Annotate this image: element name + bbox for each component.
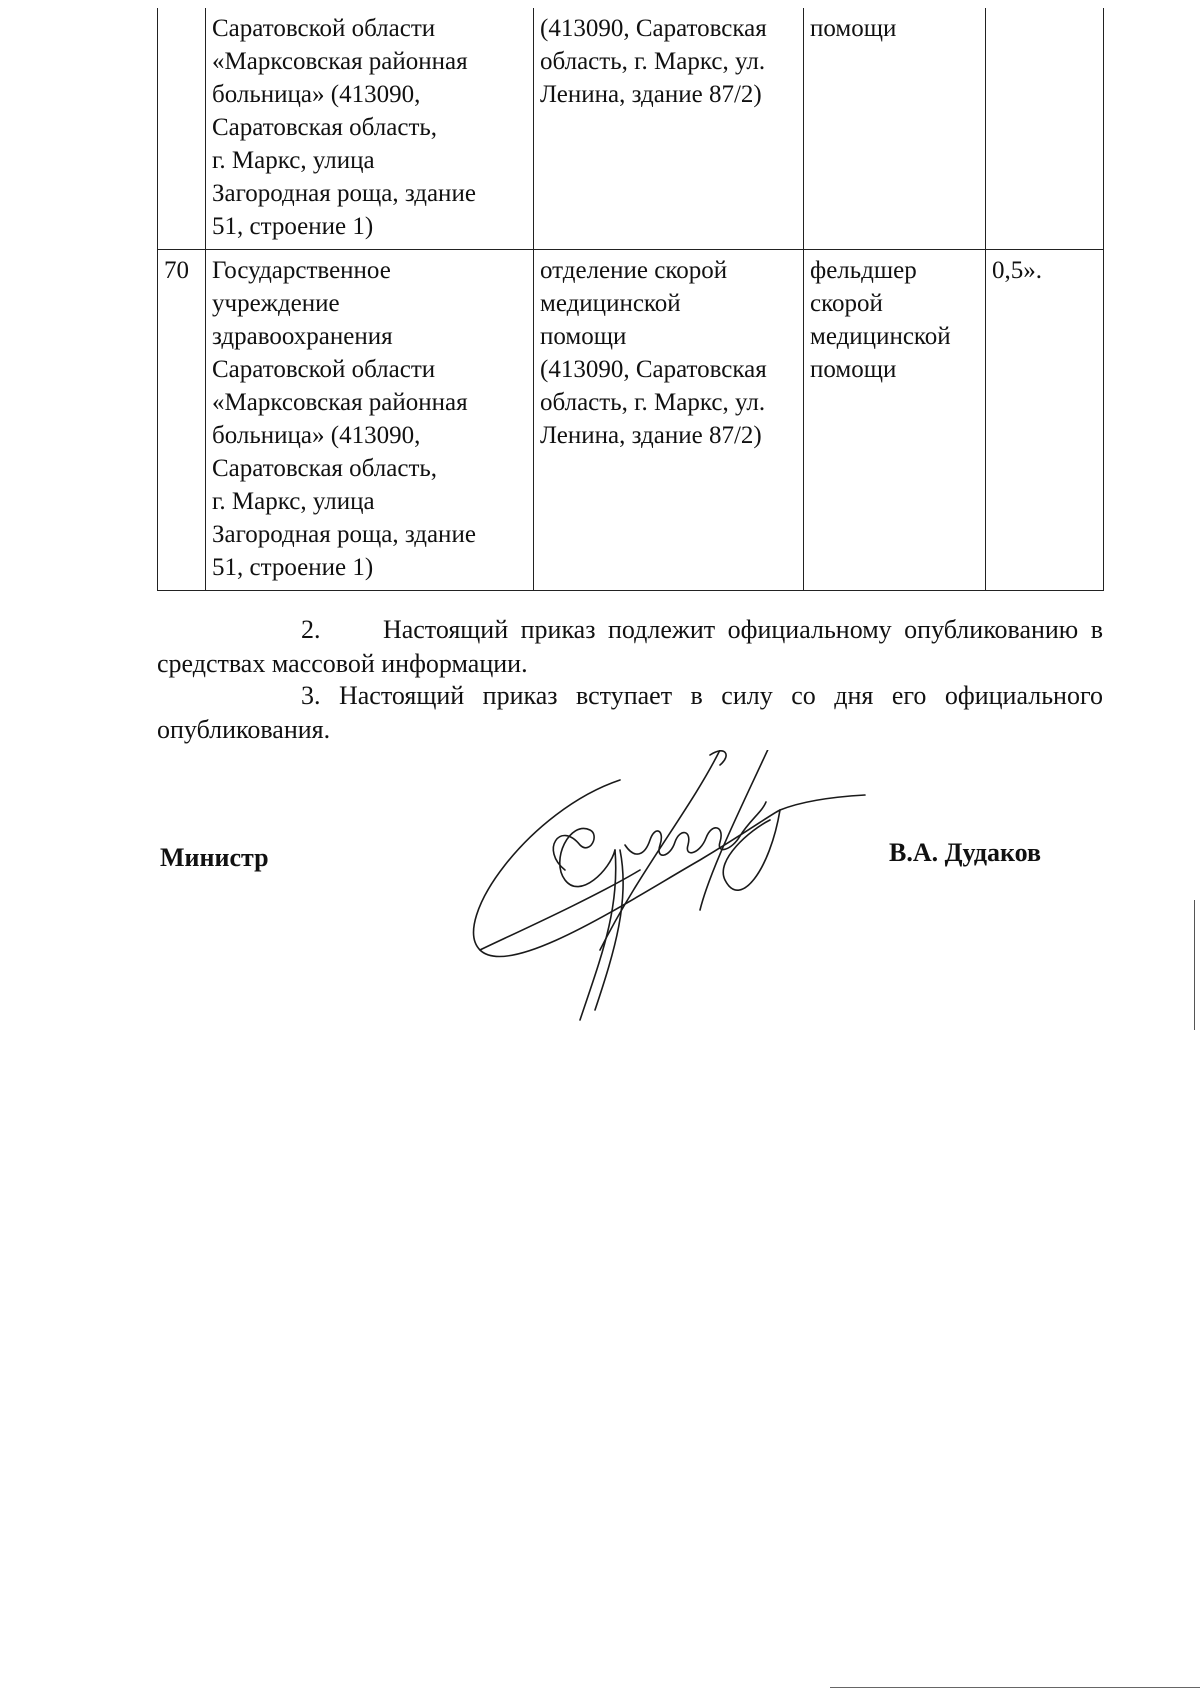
table-row bbox=[158, 8, 1104, 250]
institution-cell: Саратовской области «Марксовская районная больница» (413090, Саратовская область, г. Маркс, улица Загородная роща, здание 51, строение 1) bbox=[206, 8, 534, 250]
paragraph-effective-date bbox=[157, 679, 1103, 747]
department-cell: (413090, Саратовская область, г. Маркс, ул. Ленина, здание 87/2) bbox=[534, 8, 804, 250]
signatory-title: Министр bbox=[160, 843, 269, 872]
department-cell: отделение скорой медицинской помощи (413090, Саратовская область, г. Маркс, ул. Ленина, здание 87/2) bbox=[534, 250, 804, 591]
signatory-name: В.А. Дудаков bbox=[889, 838, 1042, 867]
institution-cell: Государственное учреждение здравоохранения Саратовской области «Марксовская районная больница» (413090, Саратовская область, г. Маркс, улица Загородная роща, здание 51, строение 1) bbox=[206, 250, 534, 591]
paragraph-number: 3. bbox=[301, 681, 321, 710]
handwritten-signature bbox=[470, 750, 870, 1040]
staff-table bbox=[157, 8, 1104, 591]
row-number-cell: 70 bbox=[158, 250, 206, 591]
paragraph-number: 2. bbox=[301, 615, 321, 644]
rate-cell: 0,5». bbox=[986, 250, 1104, 591]
rate-cell bbox=[986, 8, 1104, 250]
position-cell: помощи bbox=[804, 8, 986, 250]
table-row bbox=[158, 250, 1104, 591]
paragraph-text: Настоящий приказ подлежит официальному опубликованию в средствах массовой информации. bbox=[157, 615, 1103, 678]
scan-edge-line bbox=[830, 1687, 1200, 1688]
row-number-cell bbox=[158, 8, 206, 250]
paragraph-publication bbox=[157, 613, 1103, 681]
paragraph-text: Настоящий приказ вступает в силу со дня его официального опубликования. bbox=[157, 681, 1103, 744]
scan-edge-line bbox=[1194, 900, 1195, 1030]
position-cell: фельдшер скорой медицинской помощи bbox=[804, 250, 986, 591]
